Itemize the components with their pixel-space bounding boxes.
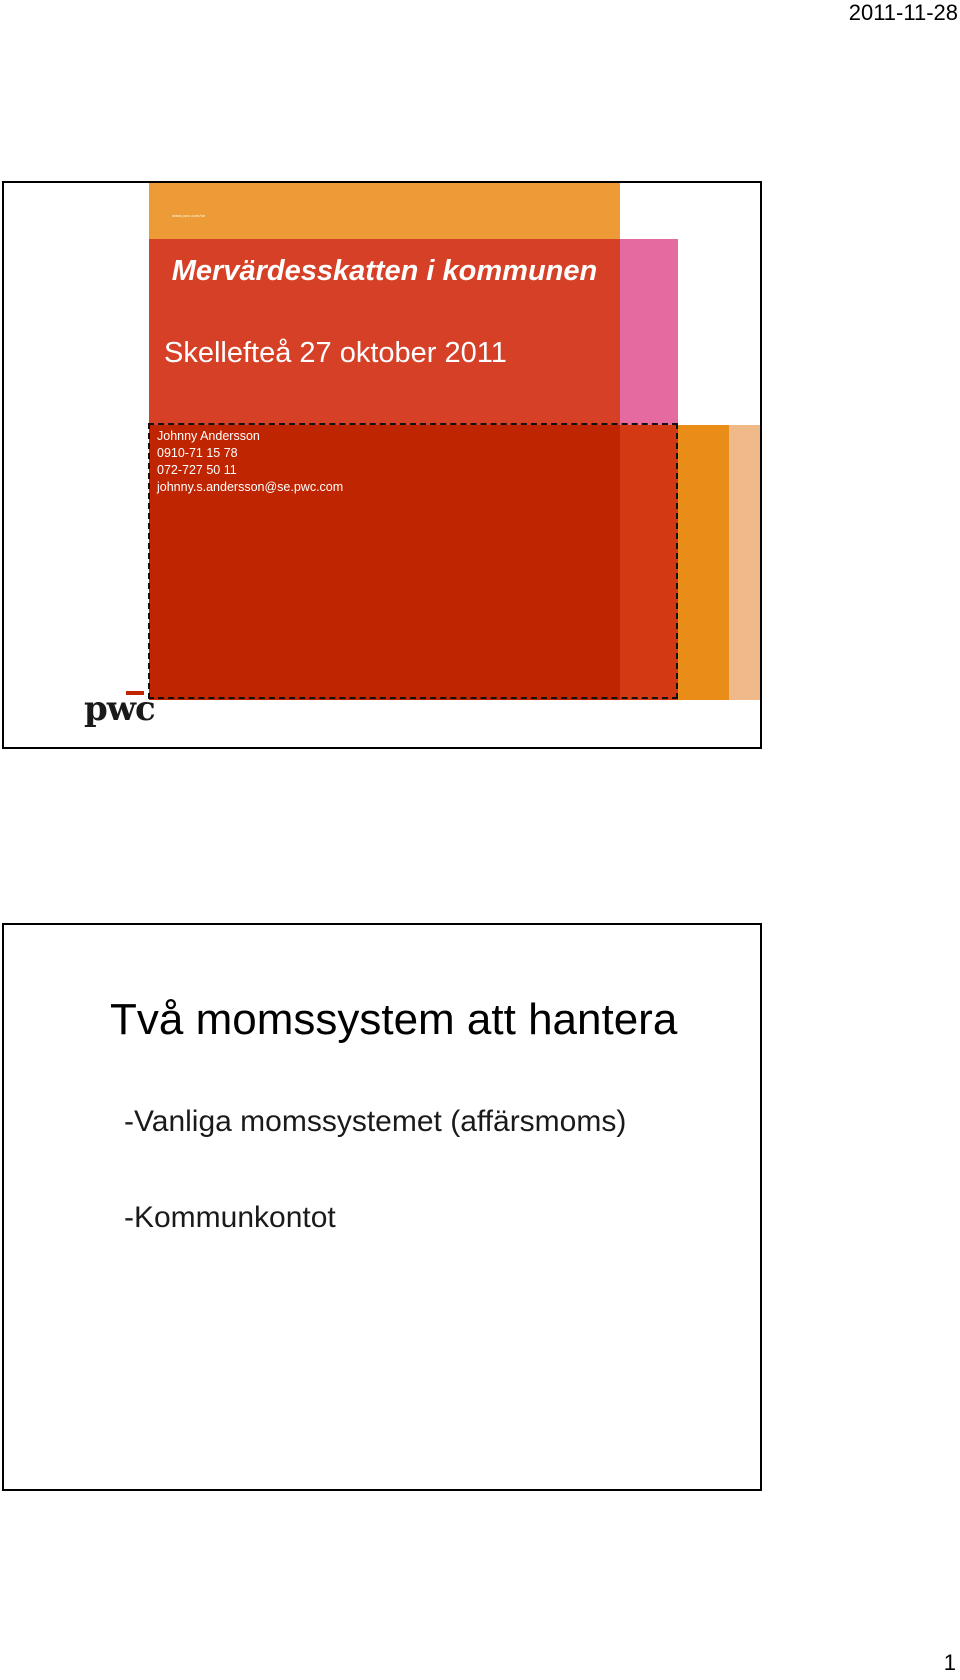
slide-title-page	[2, 181, 762, 749]
contact-phone-1: 0910-71 15 78	[157, 446, 238, 460]
small-note: www.pwc.com/se	[172, 213, 206, 218]
contact-phone-2: 072-727 50 11	[157, 463, 237, 477]
orange-block	[678, 425, 729, 700]
contact-info	[157, 428, 343, 496]
slide-content	[2, 923, 762, 1491]
contact-email: johnny.s.andersson@se.pwc.com	[157, 480, 344, 494]
slide2-title: Två momssystem att hantera	[110, 995, 678, 1044]
orange-header-block	[149, 183, 620, 239]
contact-name: Johnny Andersson	[157, 429, 260, 443]
peach-block	[729, 425, 762, 700]
page-date: 2011-11-28	[848, 0, 958, 25]
pink-accent-block	[620, 239, 678, 425]
bullet-item: -Kommunkontot	[124, 1201, 336, 1234]
pwc-logo	[84, 691, 164, 731]
slide-title: Mervärdesskatten i kommunen	[171, 255, 598, 287]
slide-subtitle: Skellefteå 27 oktober 2011	[164, 337, 507, 369]
page-number: 1	[943, 1650, 956, 1675]
bullet-item: -Vanliga momssystemet (affärsmoms)	[124, 1105, 627, 1138]
pwc-logo-text: pwc	[84, 689, 155, 729]
